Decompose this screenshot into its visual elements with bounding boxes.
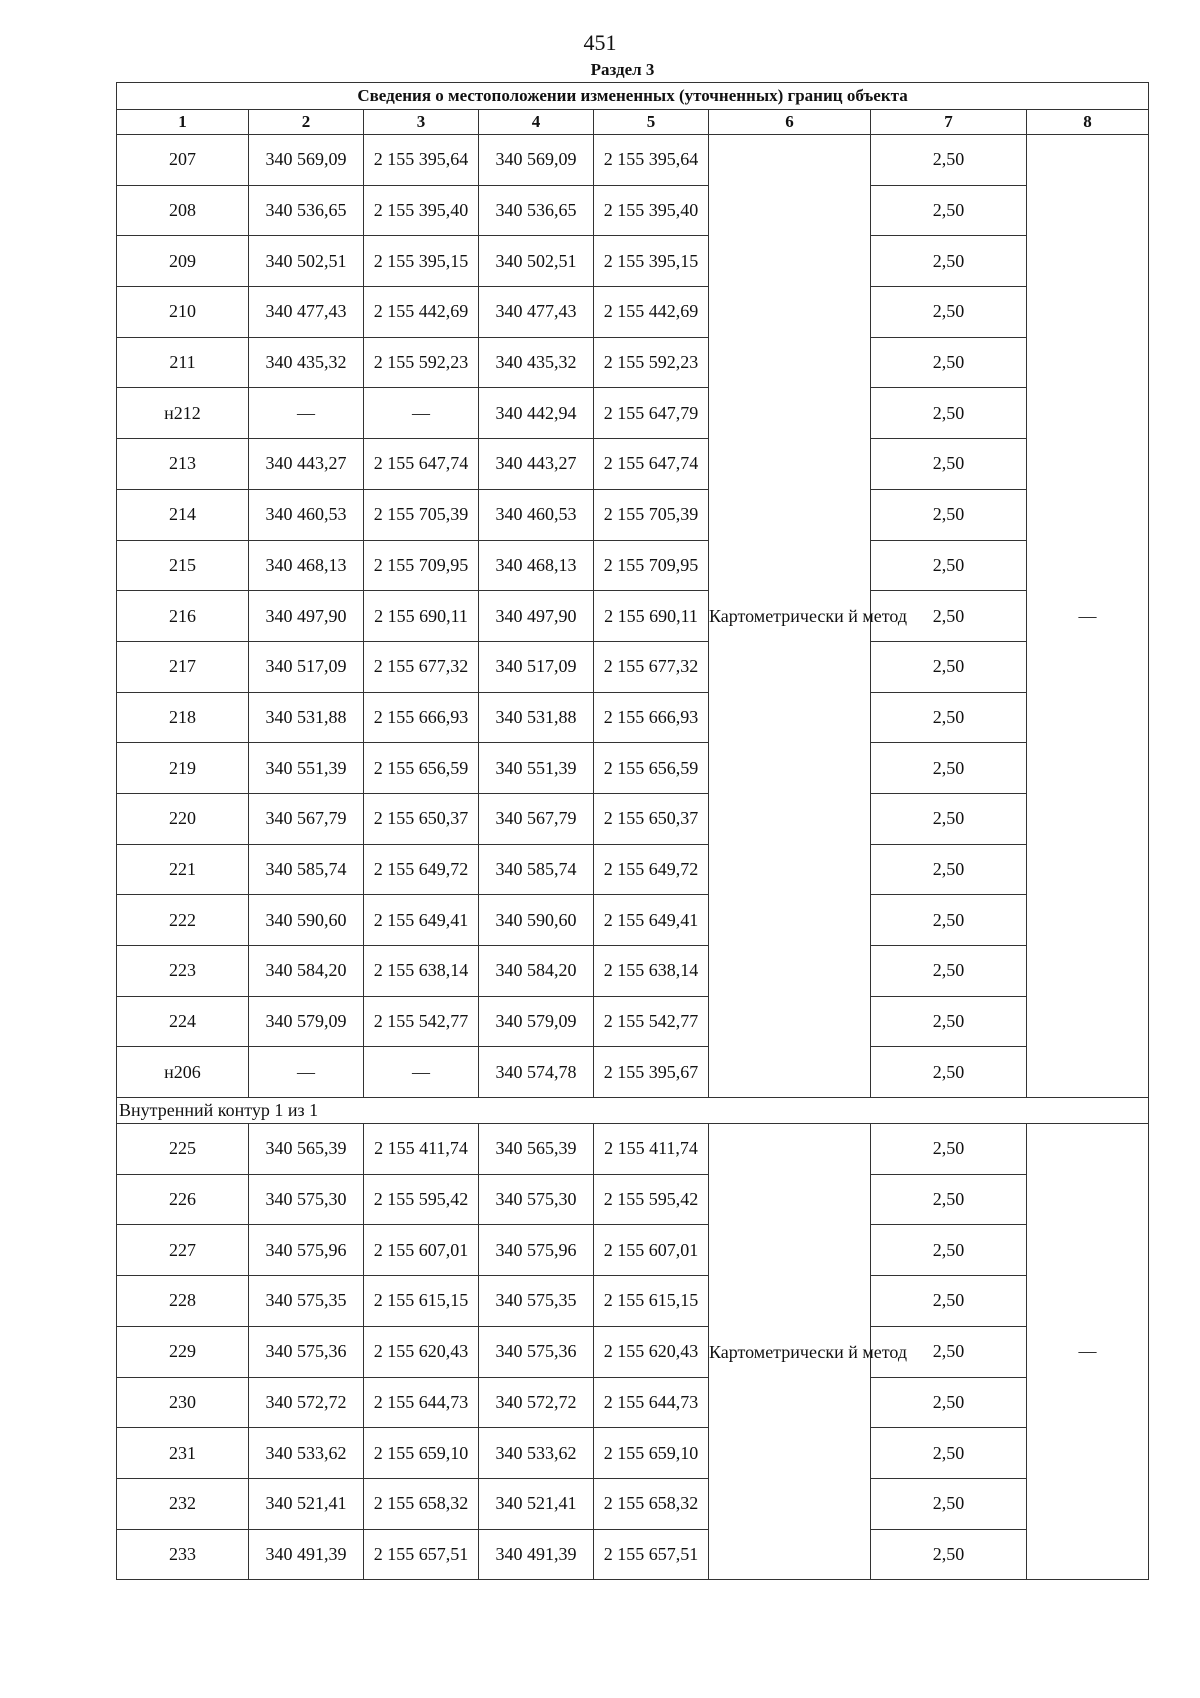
error-cell: 2,50 — [871, 540, 1027, 591]
x-new-cell: 340 567,79 — [479, 793, 594, 844]
x-old-cell: 340 569,09 — [249, 135, 364, 186]
y-new-cell: 2 155 709,95 — [594, 540, 709, 591]
y-new-cell: 2 155 395,15 — [594, 236, 709, 287]
point-number-cell: 233 — [117, 1529, 249, 1580]
table-row — [117, 1478, 1149, 1529]
table-row — [117, 946, 1149, 997]
table-row — [117, 743, 1149, 794]
notes-cell: — — [1027, 135, 1149, 1098]
x-old-cell: — — [249, 388, 364, 439]
table-row — [117, 1047, 1149, 1098]
x-new-cell: 340 585,74 — [479, 844, 594, 895]
method-cell: Картометрически й метод — [709, 135, 871, 1098]
x-new-cell: 340 443,27 — [479, 439, 594, 490]
x-old-cell: 340 443,27 — [249, 439, 364, 490]
y-new-cell: 2 155 395,40 — [594, 185, 709, 236]
error-cell: 2,50 — [871, 1225, 1027, 1276]
x-old-cell: 340 590,60 — [249, 895, 364, 946]
x-new-cell: 340 575,96 — [479, 1225, 594, 1276]
y-old-cell: 2 155 638,14 — [364, 946, 479, 997]
y-old-cell: 2 155 657,51 — [364, 1529, 479, 1580]
column-header: 4 — [479, 110, 594, 135]
x-old-cell: 340 497,90 — [249, 591, 364, 642]
y-old-cell: 2 155 644,73 — [364, 1377, 479, 1428]
error-cell: 2,50 — [871, 946, 1027, 997]
x-old-cell: 340 575,96 — [249, 1225, 364, 1276]
error-cell: 2,50 — [871, 591, 1027, 642]
table-row — [117, 1529, 1149, 1580]
point-number-cell: 218 — [117, 692, 249, 743]
column-header: 7 — [871, 110, 1027, 135]
column-header: 1 — [117, 110, 249, 135]
x-old-cell: 340 460,53 — [249, 489, 364, 540]
point-number-cell: 208 — [117, 185, 249, 236]
table-row — [117, 1276, 1149, 1327]
point-number-cell: 223 — [117, 946, 249, 997]
error-cell: 2,50 — [871, 1276, 1027, 1327]
x-new-cell: 340 517,09 — [479, 641, 594, 692]
column-header-row — [117, 110, 1149, 135]
x-old-cell: 340 567,79 — [249, 793, 364, 844]
table-row — [117, 1377, 1149, 1428]
error-cell: 2,50 — [871, 135, 1027, 186]
x-old-cell: 340 517,09 — [249, 641, 364, 692]
error-cell: 2,50 — [871, 287, 1027, 338]
point-number-cell: 211 — [117, 337, 249, 388]
x-old-cell: 340 575,30 — [249, 1174, 364, 1225]
x-old-cell: 340 584,20 — [249, 946, 364, 997]
point-number-cell: 230 — [117, 1377, 249, 1428]
y-old-cell: — — [364, 1047, 479, 1098]
point-number-cell: 219 — [117, 743, 249, 794]
point-number-cell: 217 — [117, 641, 249, 692]
y-old-cell: 2 155 395,15 — [364, 236, 479, 287]
y-new-cell: 2 155 395,64 — [594, 135, 709, 186]
error-cell: 2,50 — [871, 1174, 1027, 1225]
x-new-cell: 340 502,51 — [479, 236, 594, 287]
point-number-cell: 225 — [117, 1124, 249, 1175]
error-cell: 2,50 — [871, 236, 1027, 287]
error-cell: 2,50 — [871, 743, 1027, 794]
y-old-cell: 2 155 395,64 — [364, 135, 479, 186]
x-new-cell: 340 442,94 — [479, 388, 594, 439]
y-new-cell: 2 155 644,73 — [594, 1377, 709, 1428]
x-new-cell: 340 575,36 — [479, 1326, 594, 1377]
x-new-cell: 340 497,90 — [479, 591, 594, 642]
error-cell: 2,50 — [871, 1047, 1027, 1098]
point-number-cell: 220 — [117, 793, 249, 844]
x-old-cell: 340 521,41 — [249, 1478, 364, 1529]
table-row — [117, 489, 1149, 540]
y-new-cell: 2 155 592,23 — [594, 337, 709, 388]
x-old-cell: — — [249, 1047, 364, 1098]
x-new-cell: 340 521,41 — [479, 1478, 594, 1529]
table-title: Сведения о местоположении измененных (уточненных) границ объекта — [117, 83, 1149, 110]
y-old-cell: 2 155 709,95 — [364, 540, 479, 591]
y-new-cell: 2 155 657,51 — [594, 1529, 709, 1580]
x-new-cell: 340 533,62 — [479, 1428, 594, 1479]
error-cell: 2,50 — [871, 1428, 1027, 1479]
x-old-cell: 340 585,74 — [249, 844, 364, 895]
y-new-cell: 2 155 615,15 — [594, 1276, 709, 1327]
y-old-cell: 2 155 650,37 — [364, 793, 479, 844]
x-old-cell: 340 468,13 — [249, 540, 364, 591]
table-row — [117, 1225, 1149, 1276]
error-cell: 2,50 — [871, 1377, 1027, 1428]
table-row — [117, 236, 1149, 287]
x-new-cell: 340 590,60 — [479, 895, 594, 946]
y-old-cell: 2 155 647,74 — [364, 439, 479, 490]
y-new-cell: 2 155 607,01 — [594, 1225, 709, 1276]
table-row — [117, 591, 1149, 642]
table-row — [117, 844, 1149, 895]
y-old-cell: 2 155 595,42 — [364, 1174, 479, 1225]
y-old-cell: 2 155 592,23 — [364, 337, 479, 388]
x-new-cell: 340 491,39 — [479, 1529, 594, 1580]
table-row — [117, 692, 1149, 743]
error-cell: 2,50 — [871, 185, 1027, 236]
error-cell: 2,50 — [871, 1124, 1027, 1175]
table-row — [117, 185, 1149, 236]
x-old-cell: 340 565,39 — [249, 1124, 364, 1175]
y-old-cell: 2 155 620,43 — [364, 1326, 479, 1377]
x-new-cell: 340 569,09 — [479, 135, 594, 186]
table-row — [117, 1124, 1149, 1175]
point-number-cell: 210 — [117, 287, 249, 338]
y-old-cell: 2 155 677,32 — [364, 641, 479, 692]
inner-contour-label-row — [117, 1098, 1149, 1124]
table-row — [117, 895, 1149, 946]
x-old-cell: 340 572,72 — [249, 1377, 364, 1428]
y-new-cell: 2 155 395,67 — [594, 1047, 709, 1098]
point-number-cell: н206 — [117, 1047, 249, 1098]
error-cell: 2,50 — [871, 692, 1027, 743]
table-row — [117, 996, 1149, 1047]
error-cell: 2,50 — [871, 1478, 1027, 1529]
table-row — [117, 135, 1149, 186]
x-new-cell: 340 551,39 — [479, 743, 594, 794]
x-old-cell: 340 477,43 — [249, 287, 364, 338]
x-old-cell: 340 435,32 — [249, 337, 364, 388]
table-row — [117, 793, 1149, 844]
x-new-cell: 340 575,30 — [479, 1174, 594, 1225]
error-cell: 2,50 — [871, 1529, 1027, 1580]
point-number-cell: 226 — [117, 1174, 249, 1225]
x-new-cell: 340 531,88 — [479, 692, 594, 743]
error-cell: 2,50 — [871, 895, 1027, 946]
table-row — [117, 388, 1149, 439]
x-new-cell: 340 460,53 — [479, 489, 594, 540]
point-number-cell: 221 — [117, 844, 249, 895]
table-row — [117, 641, 1149, 692]
x-new-cell: 340 435,32 — [479, 337, 594, 388]
y-new-cell: 2 155 705,39 — [594, 489, 709, 540]
y-old-cell: 2 155 607,01 — [364, 1225, 479, 1276]
y-old-cell: 2 155 705,39 — [364, 489, 479, 540]
x-old-cell: 340 575,36 — [249, 1326, 364, 1377]
x-new-cell: 340 579,09 — [479, 996, 594, 1047]
y-old-cell: 2 155 690,11 — [364, 591, 479, 642]
table-row — [117, 1326, 1149, 1377]
y-new-cell: 2 155 656,59 — [594, 743, 709, 794]
section-title: Раздел 3 — [590, 60, 655, 79]
y-new-cell: 2 155 649,41 — [594, 895, 709, 946]
x-old-cell: 340 533,62 — [249, 1428, 364, 1479]
y-old-cell: 2 155 649,41 — [364, 895, 479, 946]
x-old-cell: 340 575,35 — [249, 1276, 364, 1327]
error-cell: 2,50 — [871, 337, 1027, 388]
point-number-cell: 228 — [117, 1276, 249, 1327]
y-new-cell: 2 155 650,37 — [594, 793, 709, 844]
point-number-cell: 229 — [117, 1326, 249, 1377]
y-old-cell: 2 155 442,69 — [364, 287, 479, 338]
table-row — [117, 287, 1149, 338]
error-cell: 2,50 — [871, 641, 1027, 692]
x-old-cell: 340 579,09 — [249, 996, 364, 1047]
boundary-table — [116, 82, 1149, 1580]
y-new-cell: 2 155 677,32 — [594, 641, 709, 692]
y-old-cell: 2 155 666,93 — [364, 692, 479, 743]
error-cell: 2,50 — [871, 489, 1027, 540]
x-old-cell: 340 551,39 — [249, 743, 364, 794]
error-cell: 2,50 — [871, 1326, 1027, 1377]
x-new-cell: 340 584,20 — [479, 946, 594, 997]
x-new-cell: 340 574,78 — [479, 1047, 594, 1098]
error-cell: 2,50 — [871, 793, 1027, 844]
table-row — [117, 337, 1149, 388]
y-old-cell: 2 155 656,59 — [364, 743, 479, 794]
page-number: 451 — [583, 30, 617, 55]
y-new-cell: 2 155 658,32 — [594, 1478, 709, 1529]
point-number-cell: 222 — [117, 895, 249, 946]
x-old-cell: 340 531,88 — [249, 692, 364, 743]
point-number-cell: 224 — [117, 996, 249, 1047]
error-cell: 2,50 — [871, 388, 1027, 439]
column-header: 3 — [364, 110, 479, 135]
point-number-cell: 214 — [117, 489, 249, 540]
point-number-cell: 216 — [117, 591, 249, 642]
y-old-cell: 2 155 411,74 — [364, 1124, 479, 1175]
point-number-cell: н212 — [117, 388, 249, 439]
y-old-cell: 2 155 649,72 — [364, 844, 479, 895]
y-new-cell: 2 155 649,72 — [594, 844, 709, 895]
column-header: 8 — [1027, 110, 1149, 135]
y-new-cell: 2 155 647,74 — [594, 439, 709, 490]
inner-contour-label: Внутренний контур 1 из 1 — [117, 1098, 1149, 1124]
y-old-cell: 2 155 615,15 — [364, 1276, 479, 1327]
y-new-cell: 2 155 666,93 — [594, 692, 709, 743]
x-old-cell: 340 536,65 — [249, 185, 364, 236]
x-old-cell: 340 491,39 — [249, 1529, 364, 1580]
error-cell: 2,50 — [871, 439, 1027, 490]
x-new-cell: 340 536,65 — [479, 185, 594, 236]
y-new-cell: 2 155 542,77 — [594, 996, 709, 1047]
error-cell: 2,50 — [871, 844, 1027, 895]
y-old-cell: 2 155 542,77 — [364, 996, 479, 1047]
point-number-cell: 232 — [117, 1478, 249, 1529]
point-number-cell: 207 — [117, 135, 249, 186]
column-header: 2 — [249, 110, 364, 135]
y-old-cell: 2 155 658,32 — [364, 1478, 479, 1529]
y-old-cell: 2 155 659,10 — [364, 1428, 479, 1479]
table-row — [117, 1428, 1149, 1479]
notes-cell: — — [1027, 1124, 1149, 1580]
point-number-cell: 215 — [117, 540, 249, 591]
column-header: 5 — [594, 110, 709, 135]
point-number-cell: 227 — [117, 1225, 249, 1276]
point-number-cell: 231 — [117, 1428, 249, 1479]
y-new-cell: 2 155 690,11 — [594, 591, 709, 642]
y-new-cell: 2 155 411,74 — [594, 1124, 709, 1175]
x-new-cell: 340 575,35 — [479, 1276, 594, 1327]
y-new-cell: 2 155 620,43 — [594, 1326, 709, 1377]
error-cell: 2,50 — [871, 996, 1027, 1047]
x-new-cell: 340 477,43 — [479, 287, 594, 338]
column-header: 6 — [709, 110, 871, 135]
y-new-cell: 2 155 647,79 — [594, 388, 709, 439]
table-row — [117, 540, 1149, 591]
table-row — [117, 439, 1149, 490]
y-old-cell: — — [364, 388, 479, 439]
table-row — [117, 1174, 1149, 1225]
y-new-cell: 2 155 638,14 — [594, 946, 709, 997]
y-new-cell: 2 155 659,10 — [594, 1428, 709, 1479]
point-number-cell: 209 — [117, 236, 249, 287]
method-cell: Картометрически й метод — [709, 1124, 871, 1580]
x-new-cell: 340 565,39 — [479, 1124, 594, 1175]
x-new-cell: 340 468,13 — [479, 540, 594, 591]
point-number-cell: 213 — [117, 439, 249, 490]
y-new-cell: 2 155 595,42 — [594, 1174, 709, 1225]
y-new-cell: 2 155 442,69 — [594, 287, 709, 338]
x-old-cell: 340 502,51 — [249, 236, 364, 287]
x-new-cell: 340 572,72 — [479, 1377, 594, 1428]
y-old-cell: 2 155 395,40 — [364, 185, 479, 236]
